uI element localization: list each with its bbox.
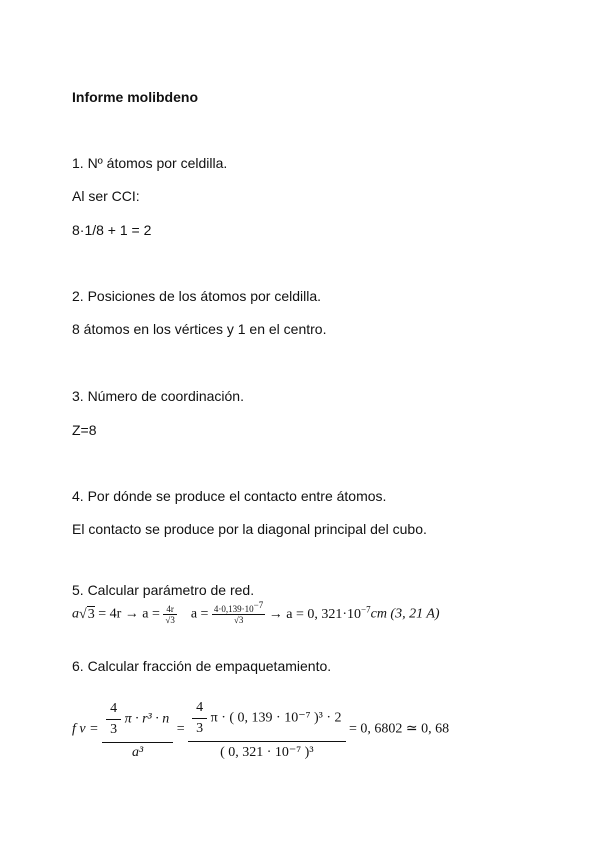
section-3-heading: 3. Número de coordinación. [72, 388, 244, 404]
section-2-heading: 2. Posiciones de los átomos por celdilla. [72, 288, 322, 304]
equals-sign: = [176, 721, 185, 737]
fraction-numeric: $\frac{4\cdot 0,139\cdot 10^{-7}}{√3}$ [213, 600, 264, 625]
section-1-line-1: Al ser CCI: [72, 188, 140, 204]
fraction-numeric-packing: $\frac{4}{3}$ π · ( 0, 139 · 10⁻⁷ )³ · 2 ( 0, 321 · 10⁻⁷ )³ [188, 696, 345, 763]
section-2-line-1: 8 átomos en los vértices y 1 en el centro. [72, 321, 327, 337]
fv-lhs: f v = [72, 721, 99, 737]
result-unit: cm (3, 21 A) [370, 606, 440, 622]
four-r: = 4r [98, 606, 122, 622]
section-5-heading: 5. Calcular parámetro de red. [72, 582, 255, 598]
section-6-heading: 6. Calcular fracción de empaquetamiento. [72, 658, 332, 674]
section-1-line-2: 8·1/8 + 1 = 2 [72, 222, 152, 238]
a-equals: a = [190, 606, 209, 622]
packing-fraction-formula [72, 696, 449, 768]
sqrt-3: √3 [79, 606, 95, 622]
a-symbol: a [72, 606, 79, 622]
section-4-line-1: El contacto se produce por la diagonal principal del cubo. [72, 521, 427, 537]
fraction-general: $\frac{4}{3}$ π · r³ · n a³ [102, 697, 173, 763]
section-4-heading: 4. Por dónde se produce el contacto entre átomos. [72, 488, 387, 504]
document-title: Informe molibdeno [72, 89, 198, 105]
result-prefix: → a = 0, $321\cdot 10^{-7}$ [268, 604, 371, 622]
section-1-heading: 1. Nº átomos por celdilla. [72, 155, 228, 171]
fraction-4r-sqrt3: $\frac{4r}{√3}$ [165, 604, 175, 625]
lattice-parameter-formula [72, 600, 440, 634]
section-3-line-1: Z=8 [72, 422, 97, 438]
arrow-a: → a = [124, 606, 160, 622]
packing-result: = 0, 6802 ≃ 0, 68 [349, 721, 450, 737]
